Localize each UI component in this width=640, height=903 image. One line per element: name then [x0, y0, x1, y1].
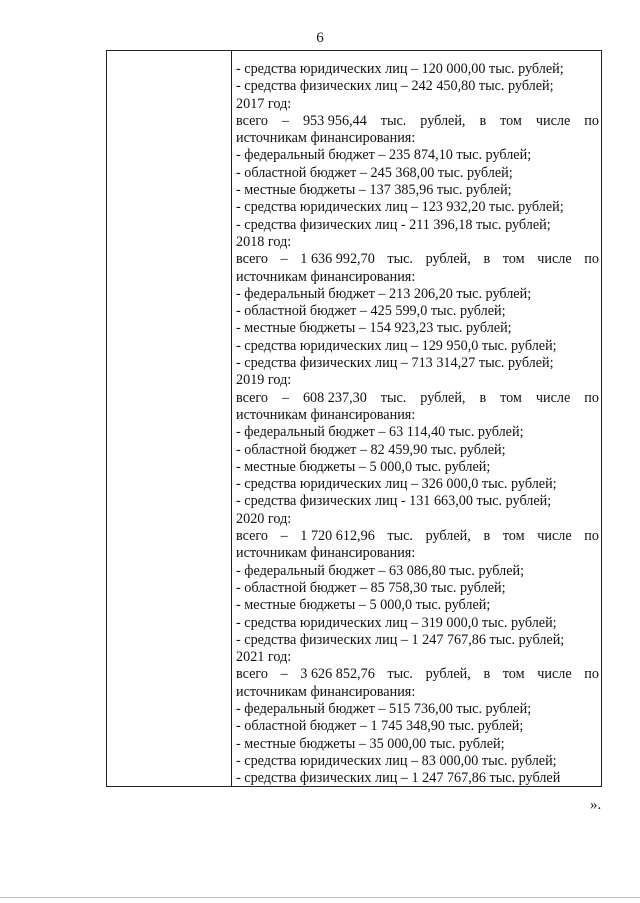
text-line: источникам финансирования:	[236, 683, 416, 700]
text-line: - местные бюджеты – 35 000,00 тыс. рублей;	[236, 735, 505, 752]
word: том	[502, 528, 525, 545]
text-line: - федеральный бюджет – 63 114,40 тыс. рублей;	[236, 424, 524, 441]
word: всего	[236, 389, 268, 406]
word: –	[280, 251, 288, 268]
word: тыс.	[380, 112, 407, 129]
text-line: - средства физических лиц - 211 396,18 тыс. рублей;	[236, 216, 551, 233]
text-line: - средства юридических лиц – 319 000,0 тыс. рублей;	[236, 614, 557, 631]
word: рублей,	[425, 251, 471, 268]
word: числе	[537, 251, 572, 268]
word: всего	[236, 251, 268, 268]
word: рублей,	[425, 528, 471, 545]
word: по	[584, 528, 599, 545]
text-line: - средства юридических лиц – 120 000,00 тыс. рублей;	[236, 61, 564, 77]
word: в	[479, 389, 487, 406]
text-line: - средства физических лиц – 242 450,80 тыс. рублей;	[236, 78, 554, 95]
word: –	[280, 666, 288, 683]
word: рублей,	[425, 666, 471, 683]
word: в	[483, 528, 491, 545]
word: 608 237,30	[302, 389, 367, 406]
closing-quote-mark: ».	[590, 797, 602, 813]
justified-total-line	[236, 390, 599, 407]
word: том	[500, 389, 522, 406]
text-line: 2017 год:	[236, 95, 292, 112]
text-line: - областной бюджет – 425 599,0 тыс. рублей;	[236, 303, 506, 320]
word: тыс.	[387, 666, 413, 683]
word: том	[500, 112, 522, 129]
justified-total-line	[236, 666, 599, 683]
table-right-column	[231, 51, 601, 786]
word: всего	[236, 666, 268, 683]
text-line: 2019 год:	[236, 372, 292, 389]
word: по	[584, 251, 599, 268]
text-line: - местные бюджеты – 154 923,23 тыс. рублей;	[236, 320, 512, 337]
page-bottom-divider	[0, 897, 640, 898]
word: в	[479, 112, 487, 129]
word: всего	[236, 528, 268, 545]
word: рублей,	[420, 389, 466, 406]
word: тыс.	[387, 528, 413, 545]
text-line: - средства юридических лиц – 129 950,0 тыс. рублей;	[236, 337, 557, 354]
word: числе	[537, 666, 572, 683]
text-line: источникам финансирования:	[236, 406, 416, 423]
word: 1 636 992,70	[300, 251, 375, 268]
text-line: - федеральный бюджет – 235 874,10 тыс. рублей;	[236, 147, 532, 164]
word: 3 626 852,76	[300, 666, 375, 683]
text-line: - местные бюджеты – 5 000,0 тыс. рублей;	[236, 597, 491, 614]
text-line: - областной бюджет – 245 368,00 тыс. рублей;	[236, 164, 513, 181]
text-line: - средства физических лиц – 713 314,27 тыс. рублей;	[236, 355, 554, 372]
text-line: - средства физических лиц - 131 663,00 тыс. рублей;	[236, 493, 552, 510]
word: по	[584, 666, 599, 683]
document-table	[106, 50, 602, 787]
word: в	[483, 666, 491, 683]
page-number: 6	[316, 30, 324, 46]
justified-total-line	[236, 113, 599, 130]
text-line: 2018 год:	[236, 233, 292, 250]
table-left-column	[107, 51, 232, 786]
word: том	[502, 666, 525, 683]
text-line: - средства физических лиц – 1 247 767,86 тыс. рублей;	[236, 631, 565, 648]
word: числе	[537, 528, 572, 545]
text-line: 2020 год:	[236, 510, 292, 527]
text-line: - федеральный бюджет – 213 206,20 тыс. рублей;	[236, 285, 532, 302]
word: тыс.	[380, 389, 407, 406]
text-line: - средства юридических лиц – 326 000,0 тыс. рублей;	[236, 476, 557, 493]
text-line: - федеральный бюджет – 515 736,00 тыс. рублей;	[236, 700, 532, 717]
word: 953 956,44	[302, 112, 367, 129]
word: всего	[236, 112, 268, 129]
word: по	[584, 389, 599, 406]
word: числе	[535, 112, 571, 129]
text-line: источникам финансирования:	[236, 130, 416, 147]
text-line: источникам финансирования:	[236, 545, 416, 562]
text-line: - средства юридических лиц – 123 932,20 тыс. рублей;	[236, 199, 564, 216]
text-line: - местные бюджеты – 137 385,96 тыс. рублей;	[236, 182, 512, 199]
word: числе	[535, 389, 571, 406]
text-line: 2021 год:	[236, 649, 292, 666]
justified-total-line	[236, 528, 599, 545]
word: по	[584, 112, 599, 129]
justified-total-line	[236, 251, 599, 268]
text-line: - средства физических лиц – 1 247 767,86 тыс. рублей	[236, 770, 561, 787]
word: 1 720 612,96	[300, 528, 375, 545]
word: –	[281, 389, 289, 406]
text-line: - местные бюджеты – 5 000,0 тыс. рублей;	[236, 458, 491, 475]
word: том	[502, 251, 525, 268]
text-line: - областной бюджет – 85 758,30 тыс. рублей;	[236, 579, 506, 596]
word: в	[483, 251, 491, 268]
text-line: - областной бюджет – 82 459,90 тыс. рублей;	[236, 441, 506, 458]
word: –	[280, 528, 288, 545]
text-line: источникам финансирования:	[236, 268, 416, 285]
text-line: - средства юридических лиц – 83 000,00 тыс. рублей;	[236, 752, 557, 769]
text-line: - федеральный бюджет – 63 086,80 тыс. рублей;	[236, 562, 525, 579]
word: тыс.	[387, 251, 413, 268]
word: рублей,	[420, 112, 466, 129]
word: –	[281, 112, 289, 129]
text-line: - областной бюджет – 1 745 348,90 тыс. рублей;	[236, 718, 524, 735]
